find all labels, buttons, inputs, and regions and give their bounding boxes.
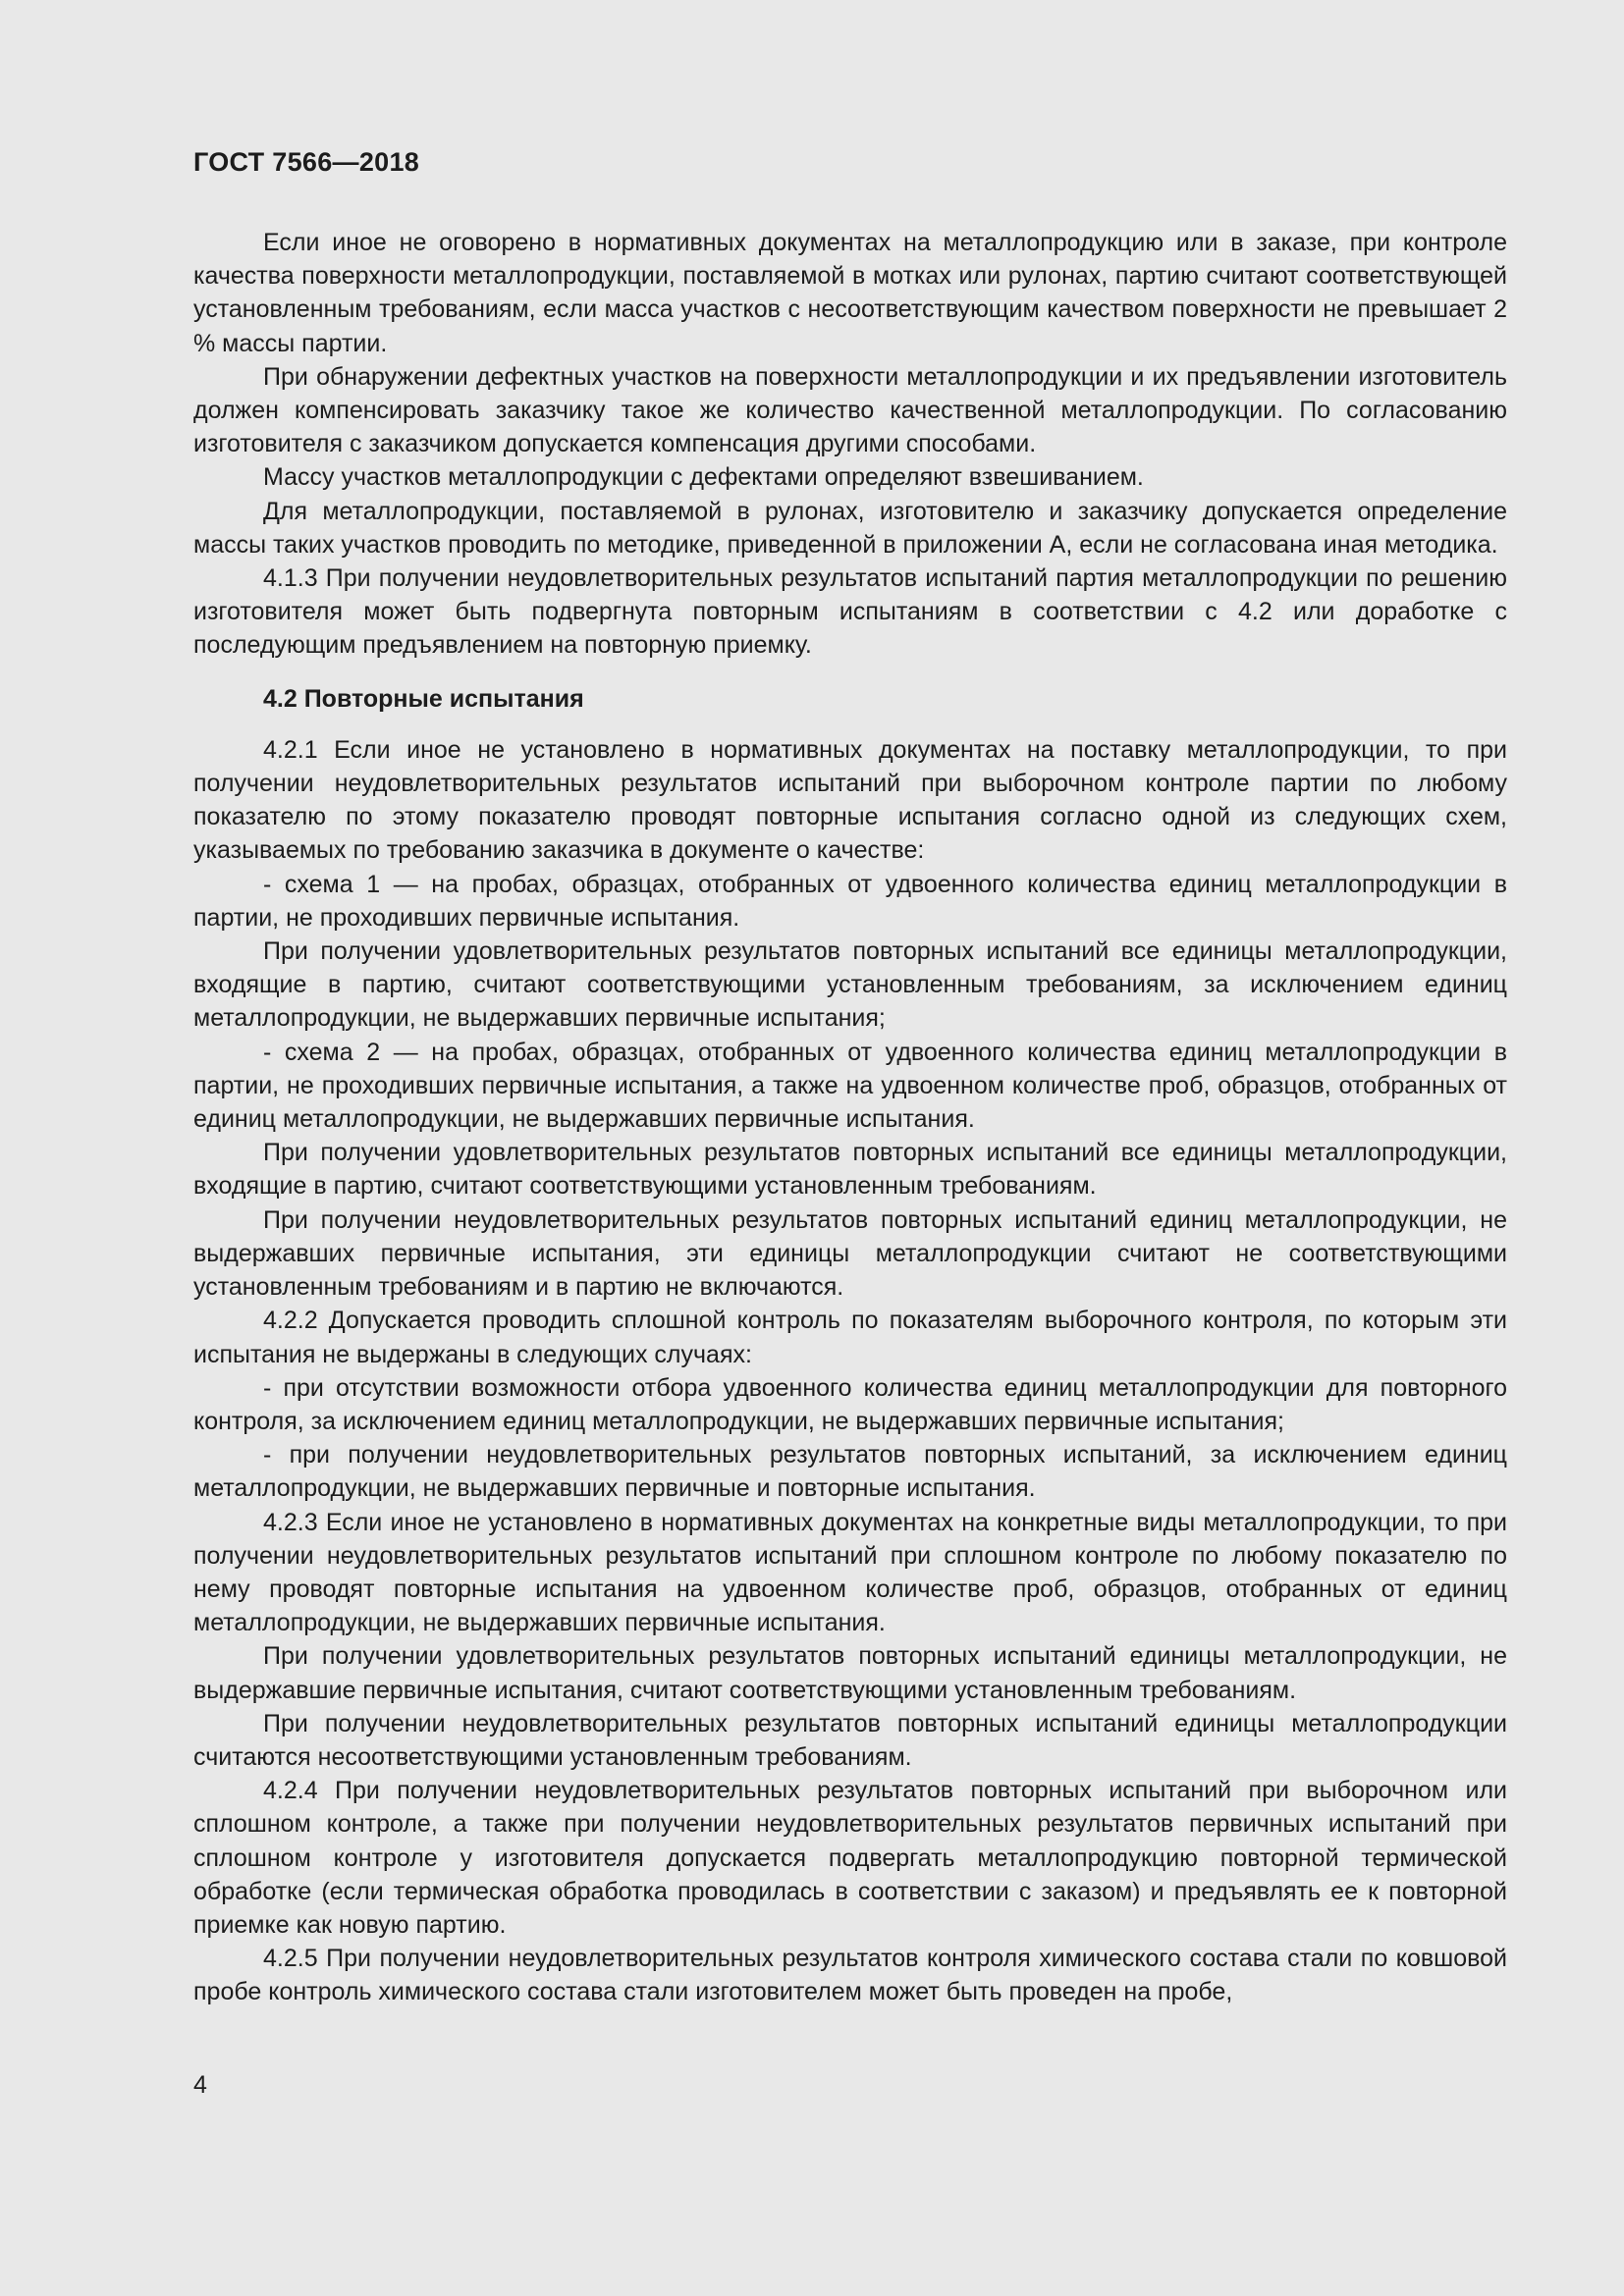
document-code-header: ГОСТ 7566—2018 [193,147,420,177]
body-paragraph: При получении удовлетворительных результатов повторных испытаний все единицы металлопродукции, входящие в партию, считают соответствующими установленным требованиям. [193,1139,1507,1201]
list-item: - при получении неудовлетворительных результатов повторных испытаний, за исключением единиц металлопродукции, не выдержавших первичные и повторные испытания. [193,1441,1507,1503]
body-paragraph: При обнаружении дефектных участков на поверхности металлопродукции и их предъявлении изготовитель должен компенсировать заказчику такое же количество качественной металлопродукции. По согласованию изготовителя с заказчиком допускается компенсация другими способами. [193,362,1507,458]
body-paragraph: Если иное не оговорено в нормативных документах на металлопродукцию или в заказе, при контроле качества поверхности металлопродукции, поставляемой в мотках или рулонах, партию считают соответствующей установленным требованиям, если масса участков с несоответствующим качеством поверхности не превышает 2 % массы партии. [193,229,1507,357]
body-paragraph: 4.1.3 При получении неудовлетворительных результатов испытаний партия металлопродукции по решению изготовителя может быть подвергнута повторным испытаниям в соответствии с 4.2 или доработке с последующим предъявлением на повторную приемку. [193,564,1507,660]
body-paragraph: 4.2.4 При получении неудовлетворительных результатов повторных испытаний при выборочном или сплошном контроле, а также при получении неудовлетворительных результатов первичных испытаний при сплошном контроле у изготовителя допускается подвергать металлопродукцию повторной термической обработке (если термическая обработка проводилась в соответствии с заказом) и предъявлять ее к повторной приемке как новую партию. [193,1777,1507,1939]
body-paragraph: 4.2.2 Допускается проводить сплошной контроль по показателям выборочного контроля, по которым эти испытания не выдержаны в следующих случаях: [193,1307,1507,1368]
list-item: - при отсутствии возможности отбора удвоенного количества единиц металлопродукции для повторного контроля, за исключением единиц металлопродукции, не выдержавших первичные испытания; [193,1373,1507,1435]
body-paragraph: 4.2.3 Если иное не установлено в нормативных документах на конкретные виды металлопродукции, то при получении неудовлетворительных результатов испытаний при сплошном контроле по любому показателю по нему проводят повторные испытания на удвоенном количестве проб, образцов, отобранных от единиц металлопродукции, не выдержавших первичные испытания. [193,1508,1507,1637]
body-paragraph: 4.2.1 Если иное не установлено в нормативных документах на поставку металлопродукции, то при получении неудовлетворительных результатов испытаний при выборочном контроле партии по любому показателю по этому показателю проводят повторные испытания согласно одной из следующих схем, указываемых по требованию заказчика в документе о качестве: [193,735,1507,865]
body-paragraph: Массу участков металлопродукции с дефектами определяют взвешиванием. [263,463,1144,492]
body-paragraph: При получении неудовлетворительных результатов повторных испытаний единиц металлопродукции, не выдержавших первичные испытания, эти единицы металлопродукции считают не соответствующими установленным требованиям и в партию не включаются. [193,1205,1507,1302]
section-heading-4-2: 4.2 Повторные испытания [263,684,584,713]
body-paragraph: При получении неудовлетворительных результатов повторных испытаний единицы металлопродукции считаются несоответствующими установленным требованиям. [193,1709,1507,1771]
body-paragraph: При получении удовлетворительных результатов повторных испытаний единицы металлопродукции, не выдержавшие первичные испытания, считают соответствующими установленным требованиям. [193,1642,1507,1704]
body-paragraph: При получении удовлетворительных результатов повторных испытаний все единицы металлопродукции, входящие в партию, считают соответствующими установленным требованиям, за исключением единиц металлопродукции, не выдержавших первичные испытания; [193,937,1507,1033]
body-paragraph: 4.2.5 При получении неудовлетворительных результатов контроля химического состава стали по ковшовой пробе контроль химического состава стали изготовителем может быть проведен на пробе, [193,1945,1507,2006]
body-paragraph: Для металлопродукции, поставляемой в рулонах, изготовителю и заказчику допускается определение массы таких участков проводить по методике, приведенной в приложении А, если не согласована иная методика. [193,497,1507,559]
page-number: 4 [193,2071,207,2099]
list-item: - схема 2 — на пробах, образцах, отобранных от удвоенного количества единиц металлопродукции в партии, не проходивших первичные испытания, а также на удвоенном количестве проб, образцов, отобранных от единиц металлопродукции, не выдержавших первичные испытания. [193,1038,1507,1134]
list-item: - схема 1 — на пробах, образцах, отобранных от удвоенного количества единиц металлопродукции в партии, не проходивших первичные испытания. [193,870,1507,932]
document-body [193,226,1507,2009]
